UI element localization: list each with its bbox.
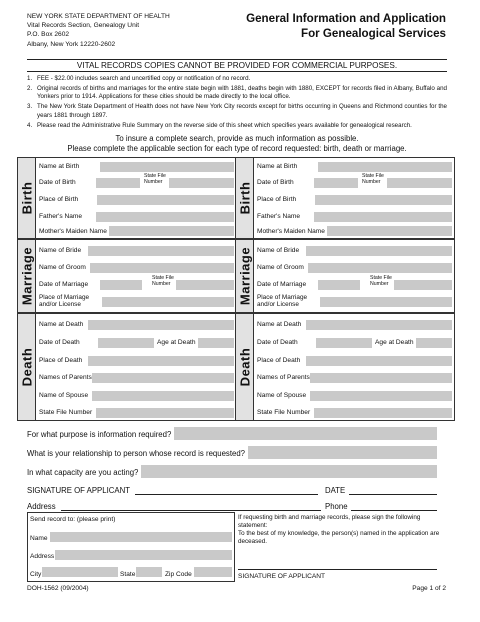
label-send-state: State	[120, 571, 136, 578]
relationship-field[interactable]	[248, 446, 437, 459]
death-sidebar	[236, 314, 254, 420]
age-at-death-field[interactable]	[416, 338, 452, 348]
birth-sidebar	[18, 158, 36, 238]
date-of-death-field[interactable]	[98, 338, 154, 348]
section-label-marriage: Marriage	[237, 246, 252, 306]
sfn-line-2: Number	[152, 280, 171, 287]
city-zip: Albany, New York 12220-2602	[27, 40, 116, 48]
statement-line-1: If requesting birth and marriage records, please sign the following statement:	[238, 514, 421, 529]
label-signature: SIGNATURE OF APPLICANT	[27, 486, 130, 495]
page-number: Page 1 of 2	[412, 585, 446, 592]
form-title	[246, 11, 446, 41]
birth-section-left	[17, 157, 237, 239]
label-send-city: City	[30, 571, 42, 578]
label-name-of-spouse: Name of Spouse	[39, 392, 89, 399]
mothers-maiden-name-field[interactable]	[327, 226, 452, 236]
death-sidebar	[18, 314, 36, 420]
label-state-file-number: State File Number	[257, 409, 311, 416]
label-place-of-marriage	[39, 294, 89, 309]
label-name-at-death: Name at Death	[257, 321, 302, 328]
label-date-of-birth: Date of Birth	[257, 179, 294, 186]
section-label-birth: Birth	[19, 181, 34, 215]
state-file-number-field[interactable]	[96, 408, 234, 418]
marriage-section-left	[17, 239, 237, 313]
place-line-1: Place of Marriage	[39, 294, 90, 301]
label-date-of-birth: Date of Birth	[39, 179, 76, 186]
send-address-field[interactable]	[55, 550, 232, 560]
label-date-of-marriage: Date of Marriage	[39, 281, 89, 288]
death-section-right	[235, 313, 455, 421]
title-line-1: General Information and Application	[246, 12, 446, 25]
date-line[interactable]	[349, 494, 437, 495]
rule-number: 4.	[27, 121, 33, 129]
state-file-number-field[interactable]	[176, 280, 234, 290]
label-state-file-number: State File Number	[39, 409, 93, 416]
purpose-field[interactable]	[174, 427, 437, 440]
capacity-field[interactable]	[141, 465, 437, 478]
label-capacity: In what capacity are you acting?	[27, 468, 139, 477]
label-place-of-death: Place of Death	[257, 357, 301, 364]
phone-line[interactable]	[351, 510, 437, 511]
label-name-of-spouse: Name of Spouse	[257, 392, 307, 399]
name-of-spouse-field[interactable]	[92, 391, 234, 401]
death-section-left	[17, 313, 237, 421]
birth-section-right	[235, 157, 455, 239]
birth-sidebar	[236, 158, 254, 238]
signature-line[interactable]	[135, 494, 318, 495]
label-state-file-number	[370, 276, 392, 288]
sfn-line-1: State File	[362, 173, 384, 179]
rule-item	[27, 103, 447, 120]
label-state-file-number	[362, 174, 384, 186]
name-of-bride-field[interactable]	[88, 246, 234, 256]
title-line-2: For Genealogical Services	[301, 27, 446, 40]
section-label-death: Death	[19, 347, 34, 387]
rule-number: 2.	[27, 84, 33, 92]
label-date-of-death: Date of Death	[39, 339, 80, 346]
label-name-at-birth: Name at Birth	[39, 163, 80, 170]
label-place-of-birth: Place of Birth	[39, 196, 79, 203]
place-of-birth-field[interactable]	[315, 195, 452, 205]
rule-text: Original records of births and marriages for the entire state begin with 1881, deaths begin with 1880, EXCEPT for records filed in Albany, Buffalo and Yonkers prior to 1914. Applications for these cities should be made directly to the local office.	[37, 84, 447, 101]
commercial-notice: VITAL RECORDS COPIES CANNOT BE PROVIDED FOR COMMERCIAL PURPOSES.	[27, 59, 447, 72]
label-address: Address	[27, 502, 56, 511]
fathers-name-field[interactable]	[96, 212, 234, 222]
rules-list	[27, 75, 447, 130]
dept-name: NEW YORK STATE DEPARTMENT OF HEALTH	[27, 13, 170, 20]
fathers-name-field[interactable]	[314, 212, 452, 222]
send-name-field[interactable]	[50, 532, 232, 542]
name-at-birth-field[interactable]	[100, 162, 234, 172]
label-name-at-death: Name at Death	[39, 321, 84, 328]
marriage-sidebar	[18, 240, 36, 312]
statement-signature-line[interactable]	[238, 569, 437, 570]
send-zip-field[interactable]	[194, 567, 232, 577]
label-place-of-birth: Place of Birth	[257, 196, 297, 203]
rule-item	[27, 85, 447, 102]
label-purpose: For what purpose is information required?	[27, 430, 172, 439]
place-of-birth-field[interactable]	[97, 195, 234, 205]
age-at-death-field[interactable]	[198, 338, 234, 348]
label-state-file-number	[152, 276, 174, 288]
mothers-maiden-name-field[interactable]	[109, 226, 234, 236]
send-city-field[interactable]	[42, 567, 118, 577]
instruction-line-2: Please complete the applicable section for each type of record requested: birth, death or marriage.	[67, 144, 407, 153]
send-state-field[interactable]	[136, 567, 162, 577]
rule-number: 1.	[27, 75, 33, 82]
label-age-at-death: Age at Death	[375, 339, 414, 346]
state-file-number-field[interactable]	[314, 408, 452, 418]
name-at-birth-field[interactable]	[318, 162, 452, 172]
label-phone: Phone	[325, 502, 348, 511]
label-statement-signature: SIGNATURE OF APPLICANT	[238, 573, 326, 580]
label-fathers-name: Father's Name	[257, 213, 301, 220]
label-name-of-groom: Name of Groom	[39, 264, 86, 271]
label-send-name: Name	[30, 535, 48, 542]
label-fathers-name: Father's Name	[39, 213, 83, 220]
section-label-birth: Birth	[237, 181, 252, 215]
label-names-of-parents: Names of Parents	[257, 374, 310, 381]
section-name: Vital Records Section, Genealogy Unit	[27, 22, 140, 30]
marriage-sidebar	[236, 240, 254, 312]
sfn-line-2: Number	[362, 178, 381, 185]
name-at-death-field[interactable]	[88, 320, 234, 330]
deceased-statement	[238, 514, 443, 546]
label-name-at-birth: Name at Birth	[257, 163, 298, 170]
label-relationship: What is your relationship to person whose record is requested?	[27, 449, 245, 458]
label-age-at-death: Age at Death	[157, 339, 196, 346]
label-name-of-groom: Name of Groom	[257, 264, 304, 271]
rule-text: Please read the Administrative Rule Summary on the reverse side of this sheet which specifies years available for genealogical research.	[37, 121, 412, 129]
form-id: DOH-1562 (09/2004)	[27, 585, 89, 592]
marriage-section-right	[235, 239, 455, 313]
label-name-of-bride: Name of Bride	[257, 247, 300, 254]
state-file-number-field[interactable]	[387, 178, 452, 188]
sfn-line-2: Number	[144, 178, 163, 185]
label-mothers-maiden-name: Mother's Maiden Name	[257, 228, 325, 235]
date-of-death-field[interactable]	[316, 338, 372, 348]
sfn-line-1: State File	[144, 173, 166, 179]
name-of-spouse-field[interactable]	[310, 391, 452, 401]
label-send-zip: Zip Code	[165, 571, 192, 578]
name-at-death-field[interactable]	[306, 320, 452, 330]
label-date: DATE	[325, 486, 346, 495]
place-of-marriage-field[interactable]	[102, 297, 234, 307]
names-of-parents-field[interactable]	[92, 373, 234, 383]
agency-address	[27, 12, 170, 49]
label-name-of-bride: Name of Bride	[39, 247, 82, 254]
label-send-record-to: Send record to: (please print)	[30, 516, 116, 523]
sfn-line-1: State File	[152, 275, 174, 281]
name-of-groom-field[interactable]	[308, 263, 452, 273]
name-of-groom-field[interactable]	[90, 263, 234, 273]
place-line-1: Place of Marriage	[257, 294, 308, 301]
send-record-box	[27, 512, 235, 582]
sfn-line-1: State File	[370, 275, 392, 281]
place-of-death-field[interactable]	[306, 356, 452, 366]
section-label-death: Death	[237, 347, 252, 387]
state-file-number-field[interactable]	[394, 280, 452, 290]
sfn-line-2: Number	[370, 280, 389, 287]
label-send-address: Address	[30, 553, 55, 560]
rule-item	[27, 75, 447, 84]
label-mothers-maiden-name: Mother's Maiden Name	[39, 228, 107, 235]
instruction-line-1: To insure a complete search, provide as much information as possible.	[115, 134, 359, 143]
rule-text: The New York State Department of Health does not have New York City records except for births occurring in Queens and Richmond counties for the years 1881 through 1897.	[37, 103, 447, 119]
rule-item	[27, 122, 447, 131]
date-of-marriage-field[interactable]	[318, 280, 360, 290]
name-of-bride-field[interactable]	[306, 246, 452, 256]
label-state-file-number	[144, 174, 166, 186]
place-of-death-field[interactable]	[88, 356, 234, 366]
label-place-of-death: Place of Death	[39, 357, 83, 364]
place-of-marriage-field[interactable]	[320, 297, 452, 307]
section-label-marriage: Marriage	[19, 246, 34, 306]
rule-text: FEE - $22.00 includes search and uncertified copy or notification of no record.	[37, 75, 251, 82]
place-line-2: and/or License	[39, 301, 81, 309]
label-date-of-marriage: Date of Marriage	[257, 281, 307, 288]
names-of-parents-field[interactable]	[310, 373, 452, 383]
po-box: P.O. Box 2602	[27, 31, 70, 39]
instructions	[27, 134, 447, 154]
address-line[interactable]	[61, 510, 321, 511]
label-date-of-death: Date of Death	[257, 339, 298, 346]
date-of-birth-field[interactable]	[314, 178, 358, 188]
date-of-marriage-field[interactable]	[100, 280, 142, 290]
date-of-birth-field[interactable]	[96, 178, 140, 188]
place-line-2: and/or License	[257, 301, 299, 309]
label-place-of-marriage	[257, 294, 307, 309]
label-names-of-parents: Names of Parents	[39, 374, 92, 381]
rule-number: 3.	[27, 103, 33, 111]
statement-line-2: To the best of my knowledge, the person(s) named in the application are deceased.	[238, 530, 440, 545]
state-file-number-field[interactable]	[169, 178, 234, 188]
